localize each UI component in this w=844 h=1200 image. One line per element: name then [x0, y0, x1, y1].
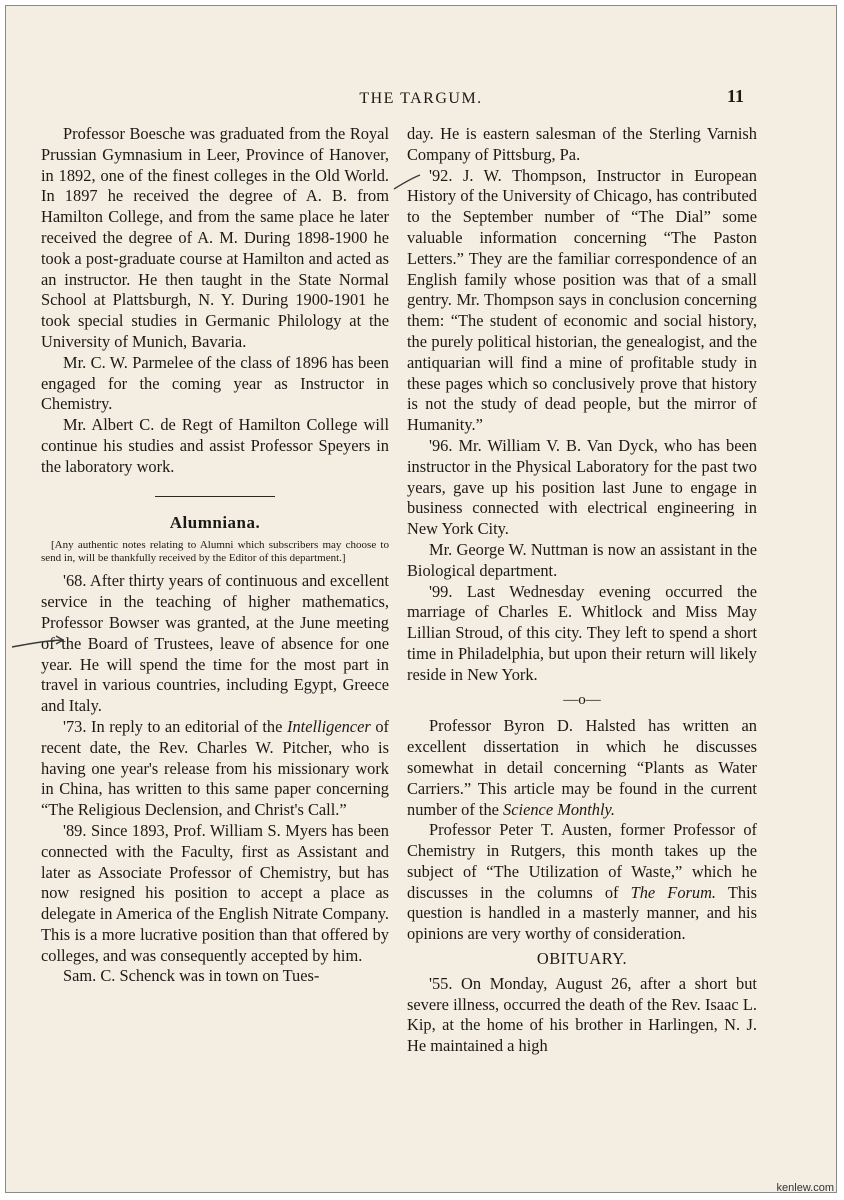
- paragraph-austen-italic: The Forum.: [630, 882, 717, 902]
- paragraph-96: '96. Mr. William V. B. Van Dyck, who has been instructor in the Physical Laboratory for the past two years, gave up his position last June to engage in business connected with electrical engineering in New York City.: [407, 435, 757, 539]
- page-number: 11: [726, 86, 744, 106]
- paragraph-73-italic: Intelligencer: [286, 716, 371, 736]
- paragraph-schenck: Sam. C. Schenck was in town on Tues-: [63, 966, 320, 986]
- page-frame: [5, 5, 837, 1193]
- divider-mark: —o—: [563, 691, 601, 708]
- paragraph-73-text-a: '73. In reply to an editorial of the: [63, 716, 287, 736]
- editor-note: [Any authentic notes relating to Alumni which subscribers may choose to send in, will be thankfully received by the Editor of this department.]: [41, 539, 389, 565]
- pencil-mark-icon: [392, 172, 422, 192]
- paragraph-halsted: [407, 716, 757, 820]
- paragraph-99: '99. Last Wednesday evening occurred the marriage of Charles E. Whitlock and Miss May Lillian Stroud, of this city. They left to spend a short time in Philadelphia, but upon their return will likely reside in New York.: [407, 581, 757, 684]
- pencil-arrow-icon: [10, 634, 66, 652]
- paragraph-boesche: Professor Boesche was graduated from the Royal Prussian Gymnasium in Leer, Province of Hanover, in 1892, one of the finest colleges in the Old World. In 1897 he received the degree of A. B. from Hamilton College, and from the same place he later received the degree of A. M. During 1898-1900 he took a post-graduate course at Hamilton and acted as an instructor. He then taught in the State Normal School at Plattsburgh, N. Y. During 1900-1901 he took special studies in Germanic Philology at the University of Munich, Bavaria.: [41, 124, 389, 351]
- paragraph-73: [41, 717, 389, 821]
- paragraph-de-regt: Mr. Albert C. de Regt of Hamilton College will continue his studies and assist Professor Speyers in the laboratory work.: [41, 415, 389, 476]
- paragraph-austen-text-a: Professor Peter T. Austen, former Professor of Chemistry in Rutgers, this month takes up the subject of “The Utilization of Waste,” which he discusses in the columns of: [407, 820, 757, 902]
- obituary-heading: OBITUARY.: [536, 949, 628, 969]
- paragraph-68: '68. After thirty years of continuous and excellent service in the teaching of higher mathematics, Professor Bowser was granted, at the June meeting of the Board of Trustees, leave of absence for one year. He will spend the time for the most part in travel in various countries, including Egypt, Greece and Italy.: [41, 571, 389, 716]
- page-header-title: THE TARGUM.: [359, 90, 483, 107]
- paragraph-nuttman: Mr. George W. Nuttman is now an assistant in the Biological department.: [407, 539, 757, 580]
- paragraph-continued: day. He is eastern salesman of the Sterling Varnish Company of Pittsburg, Pa.: [407, 124, 757, 164]
- paragraph-halsted-italic: Science Monthly.: [503, 799, 616, 819]
- paragraph-89: '89. Since 1893, Prof. William S. Myers has been connected with the Faculty, first as Assistant and later as Associate Professor of Chemistry, but has now resigned his position to accept a place as delegate in America of the English Nitrate Company. This is a more lucrative position than that offered by colleges, and was consequently accepted by him.: [41, 820, 389, 965]
- paragraph-parmelee: Mr. C. W. Parmelee of the class of 1896 has been engaged for the coming year as Instructor in Chemistry.: [41, 352, 389, 414]
- section-heading-alumniana: Alumniana.: [169, 512, 261, 532]
- left-column: [41, 124, 389, 987]
- footer-credit: kenlew.com: [776, 1182, 834, 1194]
- right-column: [407, 124, 757, 1057]
- paragraph-92: '92. J. W. Thompson, Instructor in European History of the University of Chicago, has contributed to the September number of “The Dial” some valuable information concerning “The Paston Letters.” They are the familiar correspondence of an English family whose position was that of a small gentry. Mr. Thompson says in conclusion concerning them: “The student of economic and social history, the purely political historian, the genealogist, and the antiquarian will find a mine of profitable study in these pages which so conclusively prove that history is not the study of dead people, but the mirror of Humanity.”: [407, 165, 757, 435]
- paragraph-55: '55. On Monday, August 26, after a short but severe illness, occurred the death of the Rev. Isaac L. Kip, at the home of his brother in Harlingen, N. J. He maintained a high: [407, 973, 757, 1056]
- paragraph-austen-text-b: This question is handled in a masterly manner, and his opinions are very worthy of consideration.: [407, 882, 757, 944]
- paragraph-halsted-text: Professor Byron D. Halsted has written an excellent dissertation in which he discusses somewhat in detail concerning “Plants as Water Carriers.” This article may be found in the current number of the: [407, 716, 757, 819]
- section-rule: [155, 496, 275, 497]
- paragraph-austen: [407, 820, 757, 945]
- paragraph-73-text-b: of recent date, the Rev. Charles W. Pitcher, who is having one year's release from his missionary work in China, has written to this same paper concerning “The Religious Declension, and Christ's Call.”: [41, 716, 389, 820]
